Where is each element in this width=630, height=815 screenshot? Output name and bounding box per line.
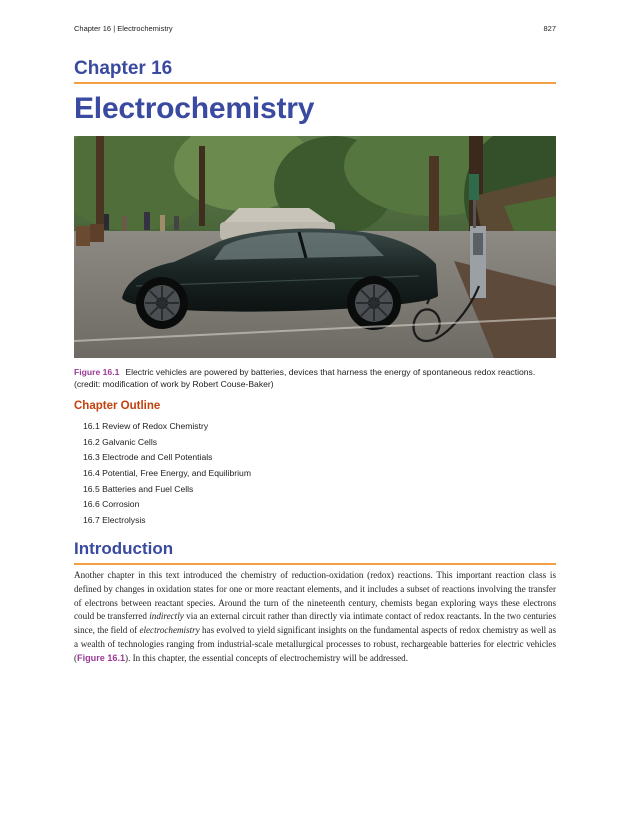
figure-caption-text: Electric vehicles are powered by batteries, devices that harness the energy of spontaneous redox reactions. (credit: modification of work by Robert Couse-Baker) [74,367,536,389]
intro-emphasis-electrochemistry: electrochemistry [139,625,200,636]
outline-item[interactable]: 16.3 Electrode and Cell Potentials [83,452,213,463]
running-head-title: Chapter 16 | Electrochemistry [74,24,173,33]
figure-photo-electric-car [74,136,556,358]
page-number: 827 [543,24,556,33]
figure-reference-link[interactable]: Figure 16.1 [77,652,126,663]
electric-car-illustration [74,136,556,358]
outline-item[interactable]: 16.4 Potential, Free Energy, and Equilibrium [83,468,251,479]
chapter-label-rule [74,82,556,84]
introduction-paragraph [74,569,556,666]
outline-item[interactable]: 16.5 Batteries and Fuel Cells [83,483,194,494]
figure-caption [74,367,556,390]
outline-item[interactable]: 16.6 Corrosion [83,499,140,510]
intro-text-1: Another chapter in this text introduced the chemistry of reduction-oxidation (redox) reactions. This important reaction class is defined by changes in oxidation states for one or more reactant elements, and it includes a subset of reactions involving the transfer of electrons between reactant species. Around the turn of the nineteenth century, chemists began exploring ways these electrons could be transferred [74,570,556,622]
introduction-rule [74,563,556,565]
figure-number: Figure 16.1 [74,367,120,377]
outline-item[interactable]: 16.7 Electrolysis [83,515,146,526]
chapter-outline-heading: Chapter Outline [74,400,161,412]
outline-item[interactable]: 16.1 Review of Redox Chemistry [83,421,209,431]
introduction-heading: Introduction [74,539,174,558]
chapter-label: Chapter 16 [74,58,173,79]
running-head [74,24,556,36]
intro-text-3: has evolved to yield significant insights on the fundamental aspects of redox chemistry as well as a wealth of technologies ranging from industrial-scale metallurgical processes to robust, rechargeable batteries for electric vehicles ( [74,625,556,663]
chapter-title: Electrochemistry [74,92,315,125]
intro-emphasis-indirectly: indirectly [149,611,184,622]
intro-text-2: via an external circuit rather than directly via intimate contact of redox reactants. In the two centuries since, the field of [74,611,556,636]
intro-text-4: ). In this chapter, the essential concepts of electrochemistry will be addressed. [125,652,409,663]
outline-item[interactable]: 16.2 Galvanic Cells [83,436,158,447]
chapter-outline-list [83,419,251,529]
